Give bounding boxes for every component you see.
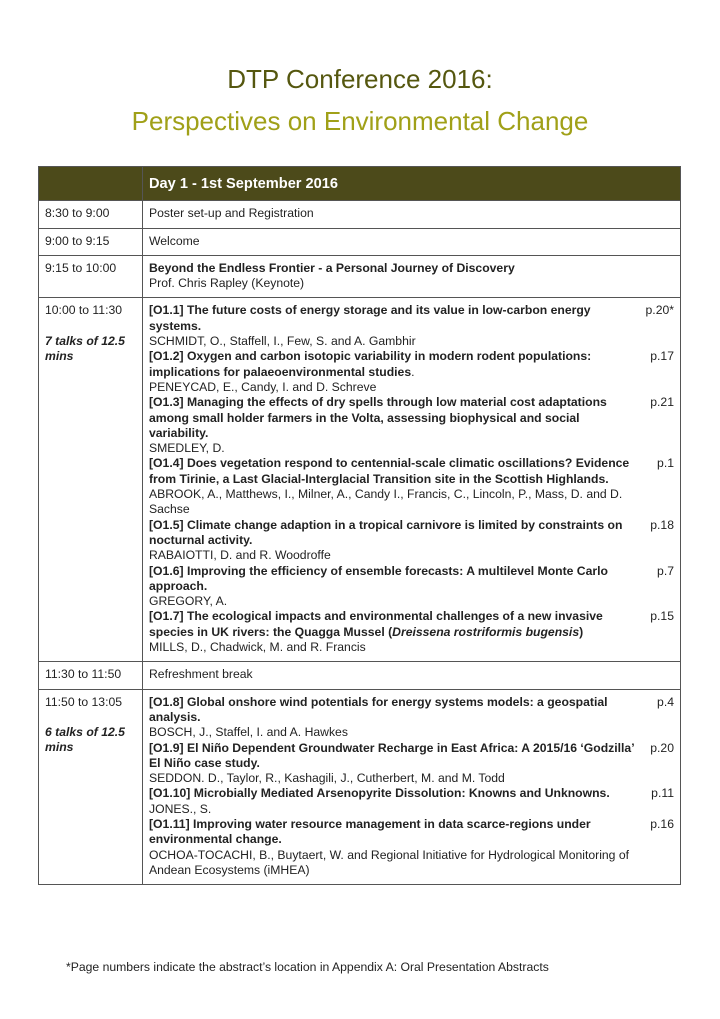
talk-title: Microbially Mediated Arsenopyrite Dissolution: Knowns and Unknowns. <box>193 786 610 801</box>
talk-authors: GREGORY, A. <box>149 594 228 609</box>
talk-code: [O1.9] <box>149 740 184 755</box>
table-row <box>39 228 681 255</box>
talk-title-tail: . <box>411 364 415 379</box>
session-time: 10:00 to 11:30 <box>45 303 123 318</box>
table-row <box>39 689 681 885</box>
time-cell <box>39 298 143 662</box>
talk-item <box>149 817 674 878</box>
talk-title: Improving the efficiency of ensemble forecasts: A multilevel Monte Carlo approach. <box>149 563 608 593</box>
talk-page: p.7 <box>657 563 674 578</box>
talk-title: The ecological impacts and environmental challenges of a new invasive species in UK rivers: the Quagga Mussel ( <box>149 609 603 639</box>
talk-item <box>149 564 674 610</box>
talk-authors: RABAIOTTI, D. and R. Woodroffe <box>149 548 331 563</box>
talk-code: [O1.10] <box>149 786 191 801</box>
talk-title: Oxygen and carbon isotopic variability in modern rodent populations: implications for palaeoenvironmental studies <box>149 349 592 379</box>
talk-code: [O1.3] <box>149 395 184 410</box>
talk-item <box>149 695 674 741</box>
talk-item <box>149 786 674 817</box>
talk-code: [O1.8] <box>149 694 184 709</box>
session-cell: Poster set-up and Registration <box>143 201 681 228</box>
talk-code: [O1.5] <box>149 517 184 532</box>
talk-title: El Niño Dependent Groundwater Recharge in East Africa: A 2015/16 ‘Godzilla’ El Niño case study. <box>149 740 634 770</box>
talks-cell <box>143 298 681 662</box>
talk-page: p.20* <box>645 303 674 318</box>
talk-code: [O1.11] <box>149 816 190 831</box>
talk-code: [O1.6] <box>149 563 184 578</box>
keynote-speaker: Prof. Chris Rapley (Keynote) <box>149 276 305 291</box>
talk-authors: SCHMIDT, O., Staffell, I., Few, S. and A. Gambhir <box>149 334 416 349</box>
table-header-row <box>39 167 681 201</box>
talk-item <box>149 741 674 787</box>
talk-page: p.20 <box>650 740 674 755</box>
talk-authors: MILLS, D., Chadwick, M. and R. Francis <box>149 640 366 655</box>
time-cell: 8:30 to 9:00 <box>39 201 143 228</box>
footnote: *Page numbers indicate the abstract’s location in Appendix A: Oral Presentation Abstracts <box>66 960 549 974</box>
talk-item <box>149 303 674 349</box>
talk-authors: OCHOA-TOCACHI, B., Buytaert, W. and Regional Initiative for Hydrological Monitoring of Andean Ecosystems (iMHEA) <box>149 847 630 877</box>
talk-page: p.21 <box>650 395 674 410</box>
table-row <box>39 255 681 298</box>
talk-code: [O1.1] <box>149 303 184 318</box>
table-row <box>39 298 681 662</box>
session-cell <box>143 255 681 298</box>
time-cell: 9:00 to 9:15 <box>39 228 143 255</box>
time-cell: 9:15 to 10:00 <box>39 255 143 298</box>
talk-code: [O1.4] <box>149 456 184 471</box>
talk-authors: PENEYCAD, E., Candy, I. and D. Schreve <box>149 379 377 394</box>
session-note: 6 talks of 12.5 mins <box>45 724 125 755</box>
talk-title: Managing the effects of dry spells through low material cost adaptations among small holder farmers in the Volta, assessing biophysical and social variability. <box>149 395 607 440</box>
talk-page: p.4 <box>657 694 674 709</box>
talk-title: Global onshore wind potentials for energy systems models: a geospatial analysis. <box>149 694 608 724</box>
talk-page: p.11 <box>651 786 674 801</box>
talk-page: p.1 <box>657 456 674 471</box>
talk-authors: JONES., S. <box>149 801 212 816</box>
session-cell: Welcome <box>143 228 681 255</box>
talk-code: [O1.2] <box>149 349 184 364</box>
schedule-table <box>38 166 681 885</box>
table-row <box>39 662 681 689</box>
talks-cell <box>143 689 681 885</box>
talk-item <box>149 395 674 456</box>
talk-title-tail: ) <box>579 624 584 639</box>
talk-item <box>149 518 674 564</box>
talk-page: p.16 <box>650 816 674 831</box>
page-subtitle: Perspectives on Environmental Change <box>131 106 589 136</box>
talk-title: Improving water resource management in data scarce-regions under environmental change. <box>149 816 591 847</box>
talk-authors: SMEDLEY, D. <box>149 441 225 456</box>
talk-item <box>149 609 674 655</box>
time-cell: 11:30 to 11:50 <box>39 662 143 689</box>
talk-item <box>149 456 674 517</box>
session-cell: Refreshment break <box>143 662 681 689</box>
talk-code: [O1.7] <box>149 609 184 624</box>
talk-authors: SEDDON. D., Taylor, R., Kashagili, J., Cutherbert, M. and M. Todd <box>149 771 505 786</box>
talk-title: Climate change adaption in a tropical carnivore is limited by constraints on nocturnal activity. <box>149 517 623 547</box>
time-cell <box>39 689 143 885</box>
day-header: Day 1 - 1st September 2016 <box>143 167 681 201</box>
page-title: DTP Conference 2016: <box>227 64 493 94</box>
talk-title: The future costs of energy storage and its value in low-carbon energy systems. <box>149 303 591 333</box>
session-time: 11:50 to 13:05 <box>45 694 123 709</box>
keynote-title: Beyond the Endless Frontier - a Personal Journey of Discovery <box>149 260 515 275</box>
talk-authors: ABROOK, A., Matthews, I., Milner, A., Candy I., Francis, C., Lincoln, P., Mass, D. and D. Sachse <box>149 487 623 517</box>
species-name: Dreissena rostriformis bugensis <box>392 624 580 639</box>
session-note: 7 talks of 12.5 mins <box>45 333 125 364</box>
talk-page: p.17 <box>650 349 674 364</box>
talk-page: p.18 <box>650 517 674 532</box>
talk-title: Does vegetation respond to centennial-scale climatic oscillations? Evidence from Tirinie, a Last Glacial-Interglacial Transition site in the Scottish Highlands. <box>149 456 630 486</box>
talk-authors: BOSCH, J., Staffel, I. and A. Hawkes <box>149 725 348 740</box>
header-empty-cell <box>39 167 143 201</box>
talk-item <box>149 349 674 395</box>
talk-page: p.15 <box>650 609 674 624</box>
table-row <box>39 201 681 228</box>
